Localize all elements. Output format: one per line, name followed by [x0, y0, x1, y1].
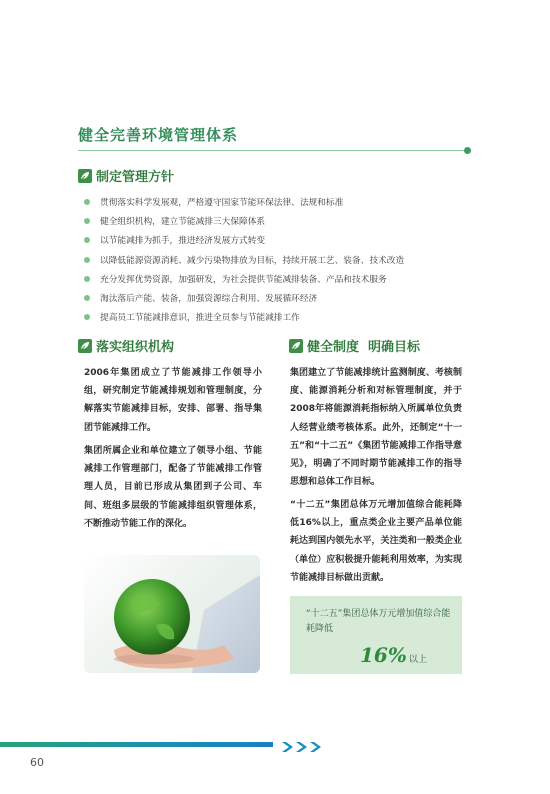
title-rule-dot: [464, 147, 471, 154]
title-rule: [78, 150, 468, 151]
list-item-text: 以降低能源资源消耗、减少污染物排放为目标，持续开展工艺、装备、技术改造: [100, 255, 405, 266]
footer-bar: [0, 742, 273, 747]
leaf-icon: [78, 339, 92, 353]
highlight-unit: 以上: [408, 655, 427, 665]
section-title-system-label: 健全制度 明确目标: [307, 340, 421, 355]
list-item-text: 贯彻落实科学发展观，严格遵守国家节能环保法律、法规和标准: [100, 197, 344, 208]
organization-paragraph-2: 集团所属企业和单位建立了领导小组、节能减排工作管理部门，配备了节能减排工作管理人员，目前已形成从集团到子公司、车间、班组多层级的节能减排组织管理体系，不断推动节能工作的深化。: [84, 446, 262, 529]
main-title: 健全完善环境管理体系: [78, 126, 239, 144]
list-item-text: 健全组织机构，建立节能减排三大保障体系: [100, 216, 266, 227]
highlight-figure: [360, 643, 427, 667]
list-item: [84, 250, 404, 269]
bullet-dot-icon: [84, 199, 90, 205]
list-item: [84, 231, 404, 250]
list-item: [84, 288, 404, 307]
section-title-system: [289, 336, 420, 355]
system-paragraph-2: “十二五”集团总体万元增加值综合能耗降低16%以上，重点类企业主要产品单位能耗达到国内领先水平，关注类和一般类企业（单位）应积极提升能耗利用效率，为实现节能减排目标做出贡献。: [290, 500, 462, 583]
system-paragraph-1: 集团建立了节能减排统计监测制度、考核制度、能源消耗分析和对标管理制度，并于2008年将能源消耗指标纳入所属单位负责人经营业绩考核体系。此外，还制定“十一五”和“十二五”《集团节能减排工作指导意见》，明确了不同时期节能减排工作的指导思想和总体工作目标。: [290, 368, 462, 488]
list-item-text: 以节能减排为抓手，推进经济发展方式转变: [100, 236, 266, 247]
list-item: [84, 308, 404, 327]
highlight-text: “十二五”集团总体万元增加值综合能耗降低: [306, 609, 451, 634]
list-item-text: 提高员工节能减排意识，推进全员参与节能减排工作: [100, 313, 300, 324]
section-title-organization: [78, 336, 174, 355]
section-title-policy: [78, 166, 174, 185]
bullet-dot-icon: [84, 218, 90, 224]
section-title-organization-label: 落实组织机构: [96, 340, 175, 355]
list-item: [84, 192, 404, 211]
bullet-dot-icon: [84, 295, 90, 301]
highlight-box: [290, 596, 462, 674]
bullet-dot-icon: [84, 314, 90, 320]
highlight-value: 16%: [360, 643, 407, 667]
list-item-text: 充分发挥优势资源，加强研发，为社会提供节能减排装备、产品和技术服务: [100, 274, 387, 285]
leaf-icon: [289, 339, 303, 353]
list-item: [84, 269, 404, 288]
policy-list: [84, 192, 404, 327]
bullet-dot-icon: [84, 257, 90, 263]
grass-globe-illustration: [84, 555, 260, 673]
bullet-dot-icon: [84, 276, 90, 282]
list-item-text: 淘汰落后产能、装备，加强资源综合利用、发展循环经济: [100, 294, 318, 305]
chevron-arrows-icon: [280, 738, 330, 757]
leaf-icon: [78, 169, 92, 183]
page-number: 60: [30, 756, 44, 769]
list-item: [84, 211, 404, 230]
organization-paragraph-1: 2006年集团成立了节能减排工作领导小组，研究制定节能减排规划和管理制度，分解落实节能减排目标，安排、部署、指导集团节能减排工作。: [84, 368, 262, 433]
section-title-policy-label: 制定管理方针: [96, 170, 175, 185]
bullet-dot-icon: [84, 237, 90, 243]
